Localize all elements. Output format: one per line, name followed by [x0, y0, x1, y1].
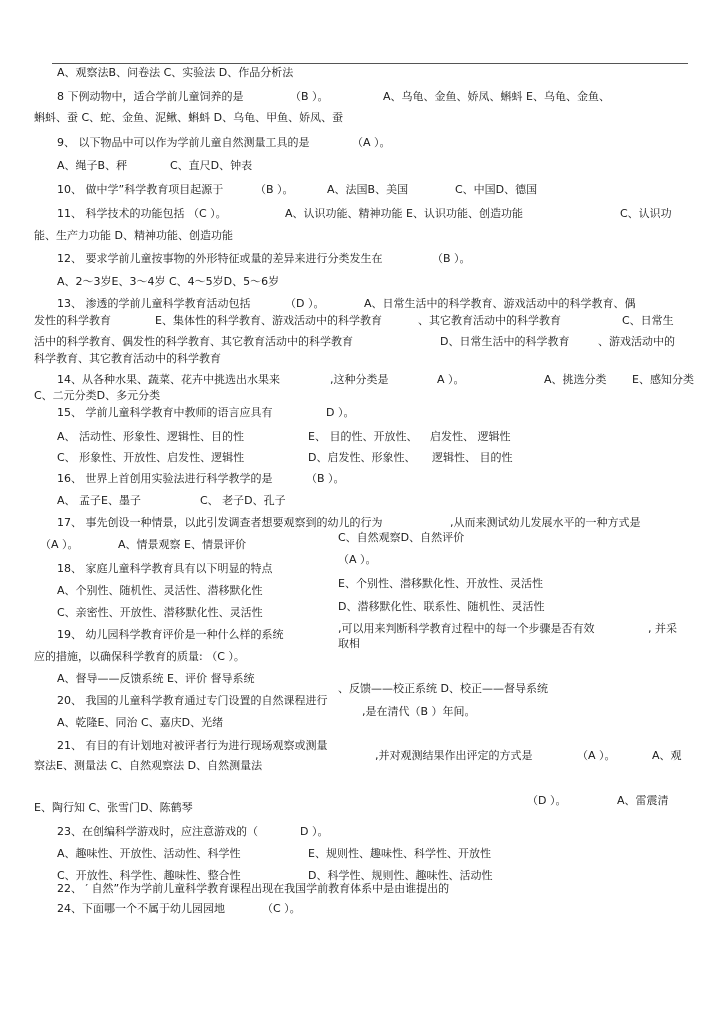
text-line: A、乌龟、金鱼、娇凤、蝌蚪 E、乌龟、金鱼、 — [383, 90, 610, 103]
question-13: 13、 渗透的学前儿童科学教育活动包括 — [57, 297, 251, 310]
header-rule — [52, 63, 688, 64]
text-line: ,并对观测结果作出评定的方式是 — [375, 749, 533, 762]
text-line: A、 活动性、形象性、逻辑性、目的性 — [57, 430, 245, 443]
text-line: D、日常生活中的科学教育 — [440, 335, 570, 348]
text-line: A、雷震清 — [617, 794, 669, 807]
text-line: （D ）。 — [285, 297, 325, 310]
text-line: 活中的科学教育、偶发性的科学教育、其它教育活动中的科学教育 — [34, 335, 353, 348]
text-line: ,从而来测试幼儿发展水平的一种方式是 — [450, 516, 641, 529]
text-line: 科学教育、其它教育活动中的科学教育 — [34, 352, 221, 365]
text-line: D、潜移默化性、联系性、随机性、灵活性 — [338, 600, 545, 613]
text-line: C、 老子D、孔子 — [200, 494, 286, 507]
question-16: 16、 世界上首创用实验法进行科学教学的是 — [57, 472, 273, 485]
text-line: A、法国B、美国 — [327, 183, 409, 196]
text-line: （A ）。 — [338, 553, 377, 566]
text-line: C、日常生 — [622, 314, 674, 327]
text-line: A、观 — [652, 749, 682, 762]
text-line: 察法E、测量法 C、自然观察法 D、自然测量法 — [34, 759, 263, 772]
text-line: （C ）。 — [262, 902, 301, 915]
text-line: C、二元分类D、多元分类 — [34, 389, 161, 402]
text-line: 能、生产力功能 D、精神功能、创造功能 — [34, 229, 233, 242]
text-line: A、绳子B、秤 — [57, 159, 128, 172]
text-line: 、其它教育活动中的科学教育 — [418, 314, 561, 327]
text-line: A、挑选分类 — [544, 373, 607, 386]
question-11: 11、 科学技术的功能包括 （C ）。 — [57, 207, 227, 220]
text-line: A、督导——反馈系统 E、评价 督导系统 — [57, 672, 255, 685]
text-line: 、游戏活动中的 — [598, 335, 675, 348]
question-12: 12、 要求学前儿童按事物的外形特征或量的差异来进行分类发生在 — [57, 252, 383, 265]
text-line: D、启发性、形象性、 — [308, 451, 416, 464]
question-21: 21、 有目的有计划地对被评者行为进行现场观察或测量 — [57, 739, 328, 752]
text-line: （A ）。 — [40, 538, 79, 551]
text-line: ,可以用来判断科学教育过程中的每一个步骤是否有效 — [338, 622, 595, 635]
text-line: 、反馈——校正系统 D、校正——督导系统 — [338, 682, 548, 695]
question-18: 18、 家庭儿童科学教育具有以下明显的特点 — [57, 562, 273, 575]
question-17: 17、 事先创设一种情景，以此引发调查者想要观察到的幼儿的行为 — [57, 516, 383, 529]
text-line: 逻辑性、 目的性 — [432, 451, 513, 464]
text-line: A ）。 — [437, 373, 465, 386]
text-line: 取相 — [338, 637, 360, 650]
text-line: （A ）。 — [577, 749, 616, 762]
text-line: A、观察法B、问卷法 C、实验法 D、作品分析法 — [57, 66, 294, 79]
text-line: 启发性、 逻辑性 — [430, 430, 511, 443]
text-line: E、 目的性、开放性、 — [308, 430, 418, 443]
text-line: C、 形象性、开放性、启发性、逻辑性 — [57, 451, 245, 464]
question-14: 14、从各种水果、蔬菜、花卉中挑选出水果来 — [57, 373, 280, 386]
question-23: 23、在创编科学游戏时，应注意游戏的（ — [57, 825, 258, 838]
text-line: 蝌蚪、蚕 C、蛇、金鱼、泥鳅、蝌蚪 D、乌龟、甲鱼、娇凤、蚕 — [34, 111, 344, 124]
question-22: 22、 ′ 自然”作为学前儿童科学教育课程出现在我国学前教育体系中是由谁提出的 — [57, 882, 450, 895]
text-line: A、 孟子E、墨子 — [57, 494, 141, 507]
text-line: D ）。 — [326, 406, 355, 419]
text-line: , 并采 — [648, 622, 677, 635]
text-line: 8 下例动物中，适合学前儿童饲养的是 — [57, 90, 244, 103]
text-line: C、中国D、德国 — [455, 183, 538, 196]
text-line: C、开放性、科学性、趣味性、整合性 — [57, 869, 241, 882]
text-line: C、自然观察D、自然评价 — [338, 531, 465, 544]
question-24: 24、下面哪一个不属于幼儿园园地 — [57, 902, 225, 915]
question-9: 9、 以下物品中可以作为学前儿童自然测量工具的是 — [57, 136, 310, 149]
question-19: 19、 幼儿园科学教育评价是一种什么样的系统 — [57, 628, 284, 641]
text-line: D ）。 — [300, 825, 329, 838]
text-line: （B ）。 — [306, 472, 345, 485]
text-line: A、认识功能、精神功能 E、认识功能、创造功能 — [285, 207, 523, 220]
question-20: 20、 我国的儿童科学教育通过专门设置的自然课程进行 — [57, 694, 328, 707]
question-10: 10、 做中学”科学教育项目起源于 — [57, 183, 224, 196]
text-line: E、个别性、潜移默化性、开放性、灵活性 — [338, 577, 543, 590]
text-line: （B ）。 — [255, 183, 294, 196]
text-line: A、情景观察 E、情景评价 — [118, 538, 246, 551]
text-line: A、日常生活中的科学教育、游戏活动中的科学教育、偶 — [364, 297, 636, 310]
text-line: ,是在清代（B ）年间。 — [362, 705, 476, 718]
text-line: E、感知分类 — [632, 373, 694, 386]
text-line: 发性的科学教育 — [34, 314, 111, 327]
text-line: ,这种分类是 — [330, 373, 389, 386]
text-line: E、陶行知 C、张雪门D、陈鹤琴 — [34, 801, 193, 814]
text-line: （D ）。 — [527, 794, 567, 807]
question-15: 15、 学前儿童科学教育中教师的语言应具有 — [57, 406, 273, 419]
text-line: A、个别性、随机性、灵活性、潜移默化性 — [57, 584, 263, 597]
text-line: E、规则性、趣味性、科学性、开放性 — [308, 847, 491, 860]
text-line: C、认识功 — [620, 207, 672, 220]
text-line: D、科学性、规则性、趣味性、活动性 — [308, 869, 493, 882]
text-line: （A ）。 — [352, 136, 391, 149]
text-line: A、趣味性、开放性、活动性、科学性 — [57, 847, 241, 860]
text-line: 应的措施，以确保科学教育的质量: （C ）。 — [34, 650, 245, 663]
text-line: C、亲密性、开放性、潜移默化性、灵活性 — [57, 606, 263, 619]
text-line: C、直尺D、钟表 — [170, 159, 253, 172]
text-line: （B ）。 — [290, 90, 329, 103]
text-line: （B ）。 — [432, 252, 471, 265]
text-line: A、2〜3岁E、3〜4岁 C、4〜5岁D、5〜6岁 — [57, 275, 280, 288]
text-line: A、乾隆E、同治 C、嘉庆D、光绪 — [57, 716, 224, 729]
text-line: E、集体性的科学教育、游戏活动中的科学教育 — [155, 314, 382, 327]
